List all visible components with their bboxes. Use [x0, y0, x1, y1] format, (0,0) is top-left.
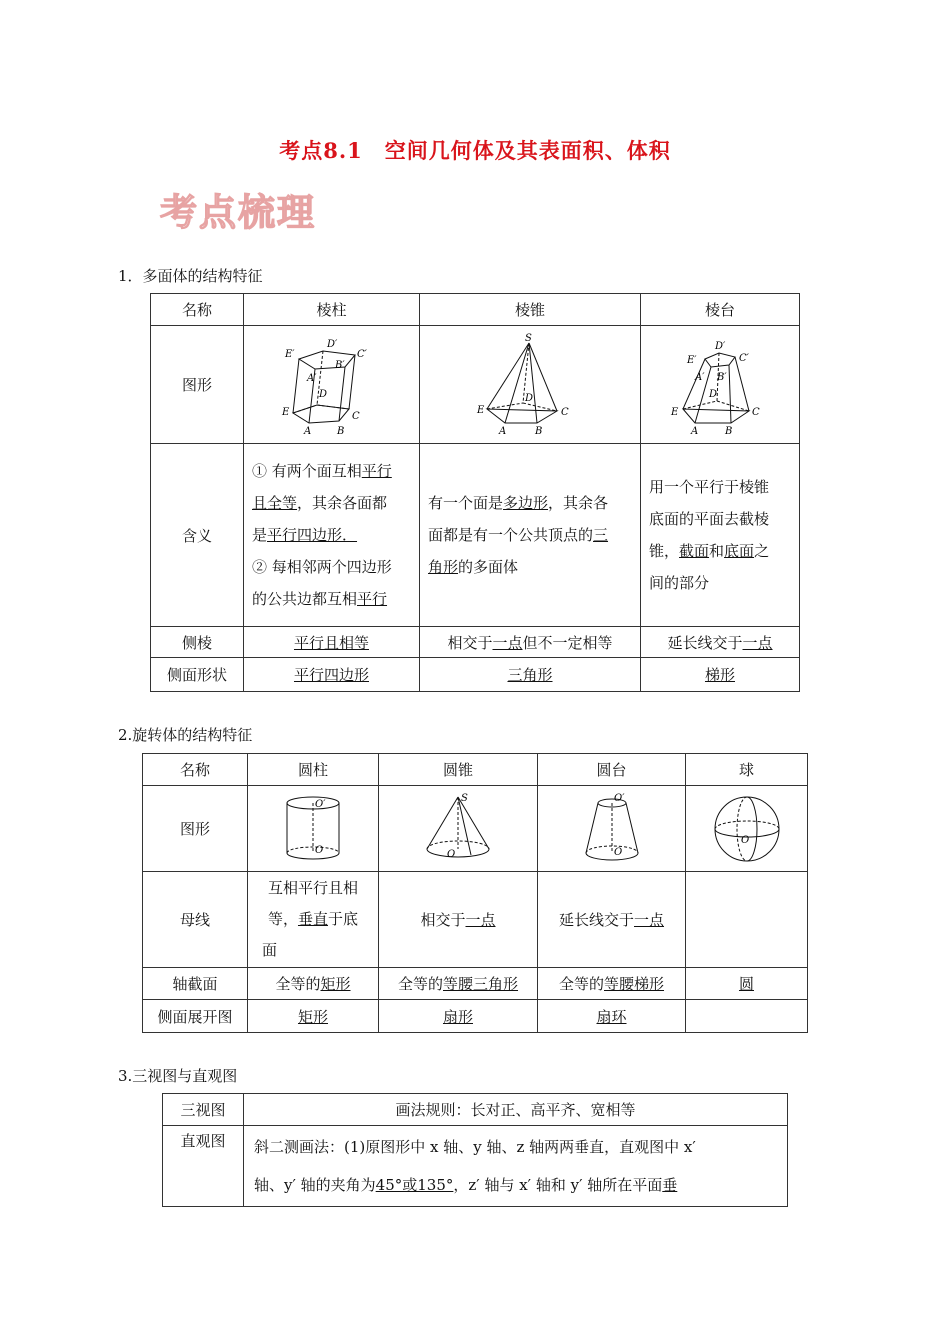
prism-meaning-answer: 平行	[357, 590, 388, 608]
cone-unfold: 扇形	[442, 1007, 473, 1026]
cylinder-axial-text: 全等的	[275, 975, 321, 993]
row-label-edge: 侧棱	[151, 627, 244, 658]
frustum-meaning-text: 底面的平面去截棱	[649, 510, 770, 528]
frustum-meaning-text: 之	[754, 542, 770, 560]
prism-label-d1: D′	[326, 338, 337, 350]
frustum-label-c: C	[752, 406, 760, 418]
prism-meaning-text: ，其余各面都	[297, 494, 388, 512]
prism-meaning-answer: 且全等	[252, 494, 298, 512]
cylinder-generatrix-text: 于底	[328, 910, 359, 928]
sphere-unfold	[686, 1000, 808, 1033]
frustum-label-b1: B′	[717, 371, 727, 383]
header-frustum-cone: 圆台	[538, 754, 686, 786]
cylinder-generatrix-text: 面	[262, 941, 278, 959]
pyramid-meaning-answer: 三	[593, 526, 609, 544]
prism-label-a1: A′	[306, 372, 316, 384]
cone-axial-answer: 等腰三角形	[443, 975, 519, 993]
frustum-meaning-text: 和	[709, 542, 725, 560]
prism-label-b: B	[336, 425, 344, 435]
frustum-edge-answer: 一点	[742, 633, 773, 652]
sphere-axial-answer: 圆	[738, 975, 754, 993]
prism-meaning-text: ② 每相邻两个四边形	[252, 558, 392, 576]
sphere-label-o: O	[740, 834, 749, 846]
pyramid-edge-text: 但不一定相等	[522, 633, 613, 652]
pyramid-label-a: A	[499, 425, 507, 437]
frustum-label-d: D	[709, 388, 718, 400]
prism-figure-cell	[244, 326, 420, 444]
sphere-figure-cell	[686, 786, 808, 872]
row-label-figure: 图形	[151, 326, 244, 444]
pyramid-figure	[475, 333, 585, 437]
cylinder-label-o: O	[315, 844, 324, 856]
header-frustum: 棱台	[641, 294, 800, 326]
frustum-label-a1: A′	[695, 371, 705, 383]
prism-label-c1: C′	[356, 348, 367, 360]
section-heading-3: 3.三视图与直观图	[118, 1067, 238, 1085]
frustum-meaning-text: 间的部分	[649, 574, 710, 592]
frustum-label-e: E	[671, 406, 679, 418]
pyramid-label-s: S	[525, 332, 532, 344]
cylinder-generatrix-answer: 垂直	[297, 910, 328, 928]
pyramid-meaning-answer: 角形	[428, 558, 459, 576]
pyramid-meaning-answer: 多边形	[503, 494, 549, 512]
cylinder-generatrix-text: 等，	[267, 910, 298, 928]
prism-meaning-text: 是	[252, 526, 268, 544]
frustum-label-a: A	[691, 425, 699, 435]
row-label-intuitive: 直观图	[163, 1126, 244, 1207]
frustum-cone-label-o1: O′	[613, 792, 624, 804]
page-title: 考点8.1 空间几何体及其表面积、体积	[279, 138, 671, 163]
frustum-cone-unfold: 扇环	[596, 1007, 627, 1026]
intuitive-rule-answer: 45°或135°	[375, 1176, 454, 1194]
frustum-label-d1: D′	[715, 340, 726, 352]
polyhedron-table	[150, 293, 800, 692]
prism-label-e: E	[281, 406, 289, 418]
section-heading-1: 1．多面体的结构特征	[118, 267, 263, 285]
cone-label-o: O	[447, 848, 456, 860]
pyramid-face: 三角形	[507, 666, 553, 684]
frustum-meaning-answer: 底面	[724, 542, 755, 560]
prism-figure	[277, 335, 387, 435]
intuitive-rule	[244, 1126, 788, 1207]
frustum-label-b: B	[725, 425, 733, 435]
frustum-cone-figure-cell	[538, 786, 686, 872]
prism-meaning-answer: 平行四边形．	[267, 526, 358, 544]
header-prism: 棱柱	[244, 294, 420, 326]
pyramid-label-e: E	[477, 404, 485, 416]
cylinder-figure	[273, 791, 353, 867]
header-name: 名称	[151, 294, 244, 326]
pyramid-edge-answer: 一点	[492, 633, 523, 652]
cylinder-unfold: 矩形	[297, 1007, 328, 1026]
row-label-three-views: 三视图	[163, 1094, 244, 1126]
prism-label-b1: B′	[334, 359, 345, 371]
prism-label-a: A	[303, 425, 311, 435]
pyramid-edge-text: 相交于	[447, 633, 493, 652]
frustum-meaning-answer: 截面	[679, 542, 710, 560]
header-cylinder: 圆柱	[248, 754, 379, 786]
prism-meaning	[244, 444, 420, 627]
intuitive-rule-text: ，z′ 轴与 x′ 轴和 y′ 轴所在平面	[453, 1176, 663, 1194]
cone-generatrix-answer: 一点	[465, 911, 496, 929]
cylinder-generatrix	[248, 872, 379, 968]
frustum-cone-generatrix-answer: 一点	[634, 911, 665, 929]
frustum-meaning-text: 用一个平行于棱锥	[649, 478, 770, 496]
frustum-cone-figure	[572, 791, 652, 867]
intuitive-rule-text: 斜二测画法：(1)原图形中 x 轴、y 轴、z 轴两两垂直，直观图中 x′	[254, 1138, 696, 1156]
cone-generatrix-text: 相交于	[420, 911, 466, 929]
cone-axial-text: 全等的	[397, 975, 443, 993]
intuitive-rule-answer: 垂	[662, 1176, 678, 1194]
pyramid-meaning-text: 面都是有一个公共顶点的	[428, 526, 594, 544]
header-pyramid: 棱锥	[420, 294, 641, 326]
cylinder-axial-answer: 矩形	[320, 975, 351, 993]
pyramid-meaning-text: 有一个面是	[428, 494, 504, 512]
cone-figure-cell	[379, 786, 538, 872]
prism-label-d: D	[318, 388, 327, 400]
frustum-cone-axial-answer: 等腰梯形	[604, 975, 665, 993]
sphere-generatrix	[686, 872, 808, 968]
cylinder-figure-cell	[248, 786, 379, 872]
pyramid-label-d: D	[525, 392, 534, 404]
three-views-rule: 画法规则：长对正、高平齐、宽相等	[244, 1094, 788, 1126]
views-table	[162, 1093, 788, 1207]
frustum-cone-axial-text: 全等的	[558, 975, 604, 993]
frustum-meaning-text: 锥，	[649, 542, 680, 560]
frustum-cone-generatrix-text: 延长线交于	[558, 911, 634, 929]
pyramid-meaning	[420, 444, 641, 627]
row-label-generatrix: 母线	[143, 872, 248, 968]
header-cone: 圆锥	[379, 754, 538, 786]
frustum-edge-text: 延长线交于	[667, 633, 743, 652]
cylinder-label-o1: O′	[315, 798, 326, 810]
frustum-figure	[665, 335, 775, 435]
cone-figure	[413, 791, 503, 867]
pyramid-label-c: C	[561, 406, 569, 418]
prism-meaning-answer: 平行	[361, 462, 392, 480]
prism-meaning-text: ① 有两个面互相	[252, 462, 362, 480]
pyramid-figure-cell	[420, 326, 641, 444]
frustum-figure-cell	[641, 326, 800, 444]
prism-face: 平行四边形	[293, 666, 369, 684]
intuitive-rule-text: 轴、y′ 轴的夹角为	[254, 1176, 376, 1194]
header-sphere: 球	[686, 754, 808, 786]
header-name: 名称	[143, 754, 248, 786]
section-heading-2: 2.旋转体的结构特征	[118, 726, 253, 744]
sphere-figure	[707, 791, 787, 867]
row-label-face: 侧面形状	[151, 658, 244, 692]
section-watermark: 考点梳理	[160, 190, 316, 234]
frustum-meaning	[641, 444, 800, 627]
row-label-figure: 图形	[143, 786, 248, 872]
frustum-label-e1: E′	[687, 354, 697, 366]
prism-meaning-text: 的公共边都互相	[252, 590, 358, 608]
prism-edge: 平行且相等	[293, 633, 369, 652]
cone-label-s: S	[461, 792, 468, 804]
prism-label-e1: E′	[284, 348, 295, 360]
frustum-cone-label-o: O	[613, 846, 622, 858]
cylinder-generatrix-text: 互相平行且相	[267, 879, 358, 897]
revolution-table	[142, 753, 808, 1033]
row-label-unfold: 侧面展开图	[143, 1000, 248, 1033]
pyramid-label-b: B	[535, 425, 543, 437]
pyramid-meaning-text: 的多面体	[458, 558, 519, 576]
row-label-axial: 轴截面	[143, 968, 248, 1000]
frustum-label-c1: C′	[739, 352, 749, 364]
row-label-meaning: 含义	[151, 444, 244, 627]
frustum-face: 梯形	[704, 666, 735, 684]
pyramid-meaning-text: ，其余各	[548, 494, 609, 512]
prism-label-c: C	[351, 410, 360, 422]
